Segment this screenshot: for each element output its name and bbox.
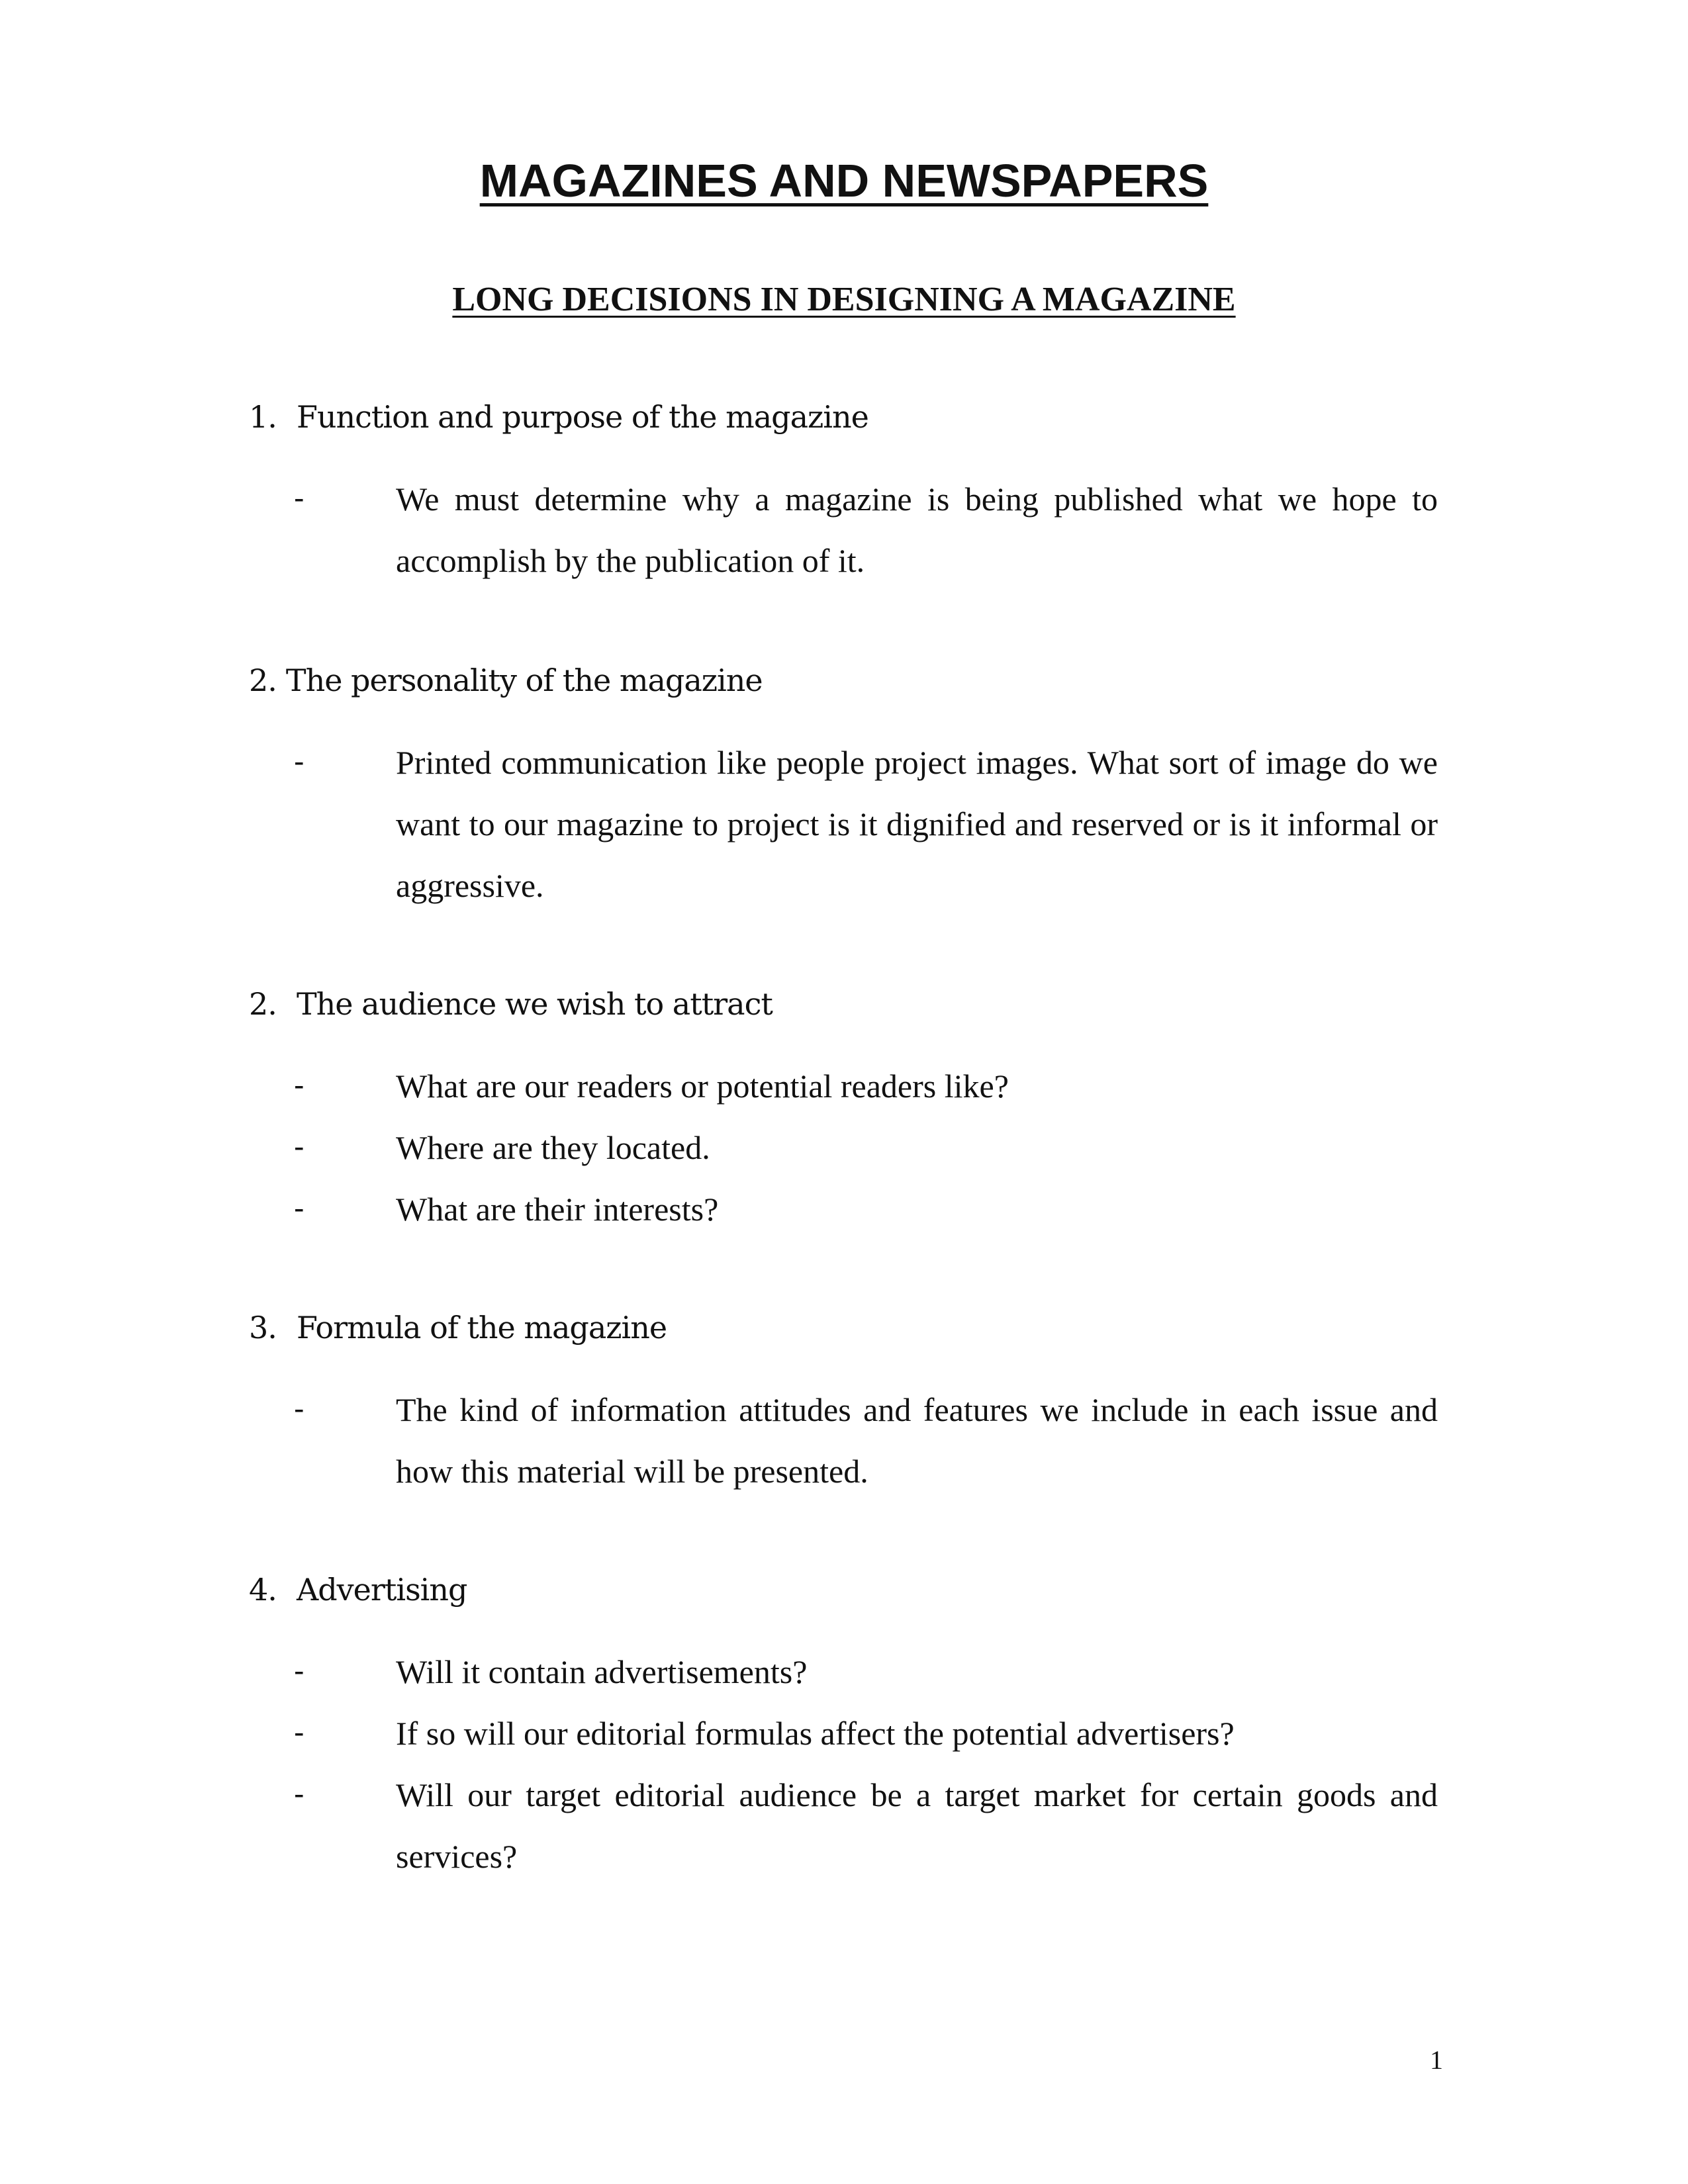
- section-number: 2.: [249, 662, 277, 698]
- section-number: 1.: [249, 399, 277, 435]
- bullet-marker: -: [294, 1190, 305, 1226]
- bullet-item: Where are they located.: [396, 1129, 710, 1166]
- section-heading-text: Advertising: [297, 1572, 467, 1608]
- section-heading: [249, 1308, 667, 1347]
- bullet-item: What are our readers or potential readers like?: [396, 1068, 1009, 1105]
- section-number: 3.: [249, 1310, 277, 1345]
- bullet-marker: -: [294, 1776, 305, 1811]
- section-heading: [249, 660, 763, 700]
- bullet-item: We must determine why a magazine is being published what we hope to accomplish by the publication of it.: [396, 480, 1438, 579]
- bullet-marker: -: [294, 1067, 305, 1103]
- section-heading: [249, 397, 868, 437]
- section-heading-text: The personality of the magazine: [285, 662, 763, 698]
- section-number: 4.: [249, 1572, 277, 1608]
- section-heading: [249, 984, 773, 1024]
- section-heading-text: Formula of the magazine: [297, 1310, 667, 1345]
- page-title-text: MAGAZINES AND NEWSPAPERS: [479, 155, 1209, 206]
- bullet-marker: -: [294, 1390, 305, 1426]
- bullet-item: Will our target editorial audience be a target market for certain goods and services?: [396, 1776, 1438, 1875]
- page-number: 1: [1430, 2045, 1443, 2075]
- section-heading-text: The audience we wish to attract: [297, 986, 773, 1022]
- page-subtitle: [0, 278, 1688, 322]
- bullet-marker: -: [294, 1128, 305, 1164]
- bullet-item: If so will our editorial formulas affect the potential advertisers?: [396, 1715, 1235, 1752]
- section-number: 2.: [249, 986, 277, 1022]
- bullet-marker: -: [294, 743, 305, 779]
- section-heading: [249, 1570, 467, 1610]
- bullet-marker: -: [294, 1653, 305, 1688]
- bullet-item: What are their interests?: [396, 1191, 719, 1228]
- page-subtitle-text: LONG DECISIONS IN DESIGNING A MAGAZINE: [452, 281, 1236, 318]
- bullet-item: Printed communication like people project images. What sort of image do we want to our magazine to project is it dignified and reserved or is it informal or aggressive.: [396, 744, 1438, 904]
- bullet-marker: -: [294, 480, 305, 516]
- page-title: [0, 151, 1688, 210]
- bullet-item: The kind of information attitudes and features we include in each issue and how this material will be presented.: [396, 1391, 1438, 1490]
- bullet-item: Will it contain advertisements?: [396, 1653, 808, 1690]
- section-heading-text: Function and purpose of the magazine: [297, 399, 868, 435]
- bullet-marker: -: [294, 1714, 305, 1750]
